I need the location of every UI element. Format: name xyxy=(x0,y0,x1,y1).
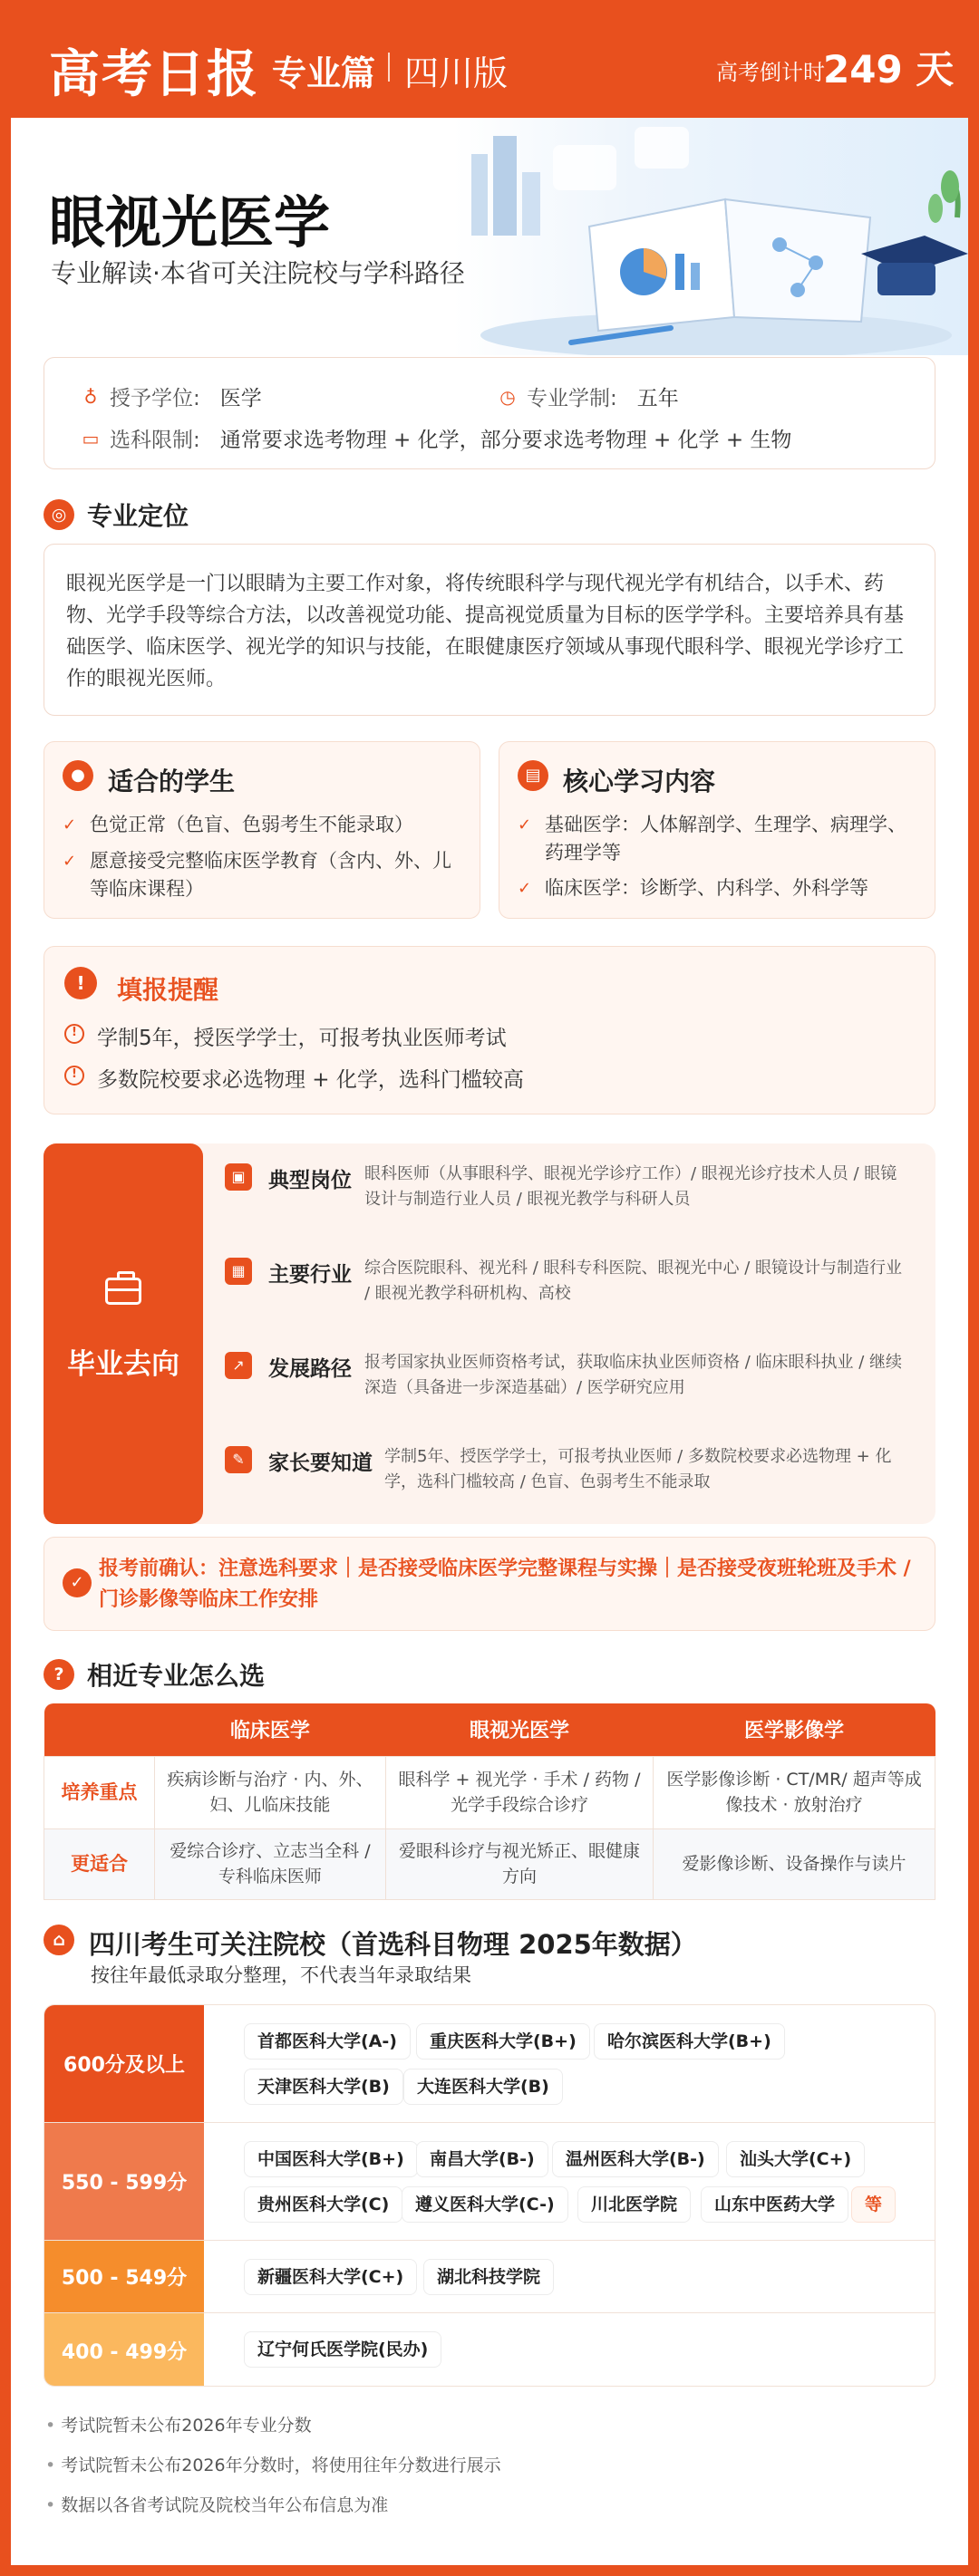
table-row xyxy=(44,1828,935,1899)
career-item-desc: 综合医院眼科、视光科 / 眼科专科医院、眼视光中心 / 眼镜设计与制造行业 / 眼视光教学科研机构、高校 xyxy=(364,1259,903,1303)
school-chip[interactable]: 贵州医科大学(C) xyxy=(244,2186,402,2223)
duration-label: 专业学制: xyxy=(527,387,617,410)
compare-header xyxy=(44,1656,265,1693)
footnote: • 数据以各省考试院及院校当年公布信息为准 xyxy=(45,2492,388,2516)
compare-corner xyxy=(44,1703,155,1756)
footnote: • 考试院暂未公布2026年分数时，将使用往年分数进行展示 xyxy=(45,2452,501,2476)
school-chip[interactable]: 温州医科大学(B-) xyxy=(552,2141,719,2177)
row-label: 培养重点 xyxy=(44,1756,155,1828)
book-illustration xyxy=(453,118,968,355)
schools-title: 四川考生可关注院校（首选科目物理 2025年数据） xyxy=(89,1929,697,1960)
footnote: • 考试院暂未公布2026年专业分数 xyxy=(45,2412,312,2436)
table-cell: 爱眼科诊疗与视光矫正、眼健康方向 xyxy=(385,1828,653,1899)
reminder-item: ! 学制5年，授医学学士，可报考执业医师考试 xyxy=(64,1021,507,1051)
compare-column: 眼视光医学 xyxy=(385,1703,653,1756)
compass-icon: ◎ xyxy=(44,499,74,530)
career-item-desc: 学制5年、授医学学士，可报考执业医师 / 多数院校要求必选物理 + 化学，选科门槛较高 / 色盲、色弱考生不能录取 xyxy=(384,1447,892,1491)
schools-subtitle: 按往年最低录取分整理，不代表当年录取结果 xyxy=(91,1964,471,1986)
suitable-title: 适合的学生 xyxy=(108,767,236,796)
building-icon: ▦ xyxy=(225,1258,252,1285)
home-icon: ⌂ xyxy=(44,1925,74,1955)
career-item-name: 主要行业 xyxy=(268,1263,352,1287)
header-divider xyxy=(388,53,390,82)
school-chip[interactable]: 山东中医药大学 xyxy=(701,2186,848,2223)
warning-icon: ! xyxy=(64,967,97,999)
school-chip[interactable]: 中国医科大学(B+) xyxy=(244,2141,418,2177)
subject-label: 选科限制: xyxy=(110,429,200,452)
header-title: 高考日报 xyxy=(49,45,259,104)
tier-row xyxy=(44,2313,935,2387)
reminder-card xyxy=(44,946,935,1114)
school-chip[interactable]: 天津医科大学(B) xyxy=(244,2069,403,2105)
degree-value: 医学 xyxy=(219,387,262,410)
table-cell: 眼科学 + 视光学 · 手术 / 药物 / 光学手段综合诊疗 xyxy=(385,1756,653,1828)
tier-row xyxy=(44,2241,935,2313)
school-chip[interactable]: 川北医学院 xyxy=(577,2186,691,2223)
confirm-text: 报考前确认：注意选科要求｜是否接受临床医学完整课程与实操｜是否接受夜班轮班及手术 / 门诊影像等临床工作安排 xyxy=(99,1558,911,1611)
school-chip[interactable]: 辽宁何氏医学院(民办) xyxy=(244,2331,441,2368)
question-icon: ? xyxy=(44,1659,74,1690)
header-version: 四川版 xyxy=(404,53,509,93)
school-chip[interactable]: 新疆医科大学(C+) xyxy=(244,2259,417,2295)
tier-label: 600分及以上 xyxy=(44,2005,204,2122)
tier-row xyxy=(44,2005,935,2123)
core-item: ✓ 临床医学：诊断学、内科学、外科学等 xyxy=(518,874,916,902)
positioning-card xyxy=(44,544,935,716)
row-label: 更适合 xyxy=(44,1828,155,1899)
school-chip[interactable]: 大连医科大学(B) xyxy=(403,2069,563,2105)
user-icon: ● xyxy=(63,760,93,791)
school-chip[interactable]: 汕头大学(C+) xyxy=(726,2141,865,2177)
table-cell: 爱影像诊断、设备操作与读片 xyxy=(654,1828,935,1899)
compare-column: 医学影像学 xyxy=(654,1703,935,1756)
school-chip[interactable]: 哈尔滨医科大学(B+) xyxy=(594,2023,785,2060)
school-chip[interactable]: 首都医科大学(A-) xyxy=(244,2023,411,2060)
school-chip[interactable]: 南昌大学(B-) xyxy=(416,2141,548,2177)
school-chip[interactable]: 重庆医科大学(B+) xyxy=(416,2023,590,2060)
positioning-header xyxy=(44,497,189,533)
tier-label: 500 - 549分 xyxy=(44,2241,204,2312)
tier-label: 550 - 599分 xyxy=(44,2123,204,2240)
career-sidebar xyxy=(44,1143,203,1524)
core-item: ✓ 基础医学：人体解剖学、生理学、病理学、药理学等 xyxy=(518,811,916,867)
compare-column: 临床医学 xyxy=(155,1703,386,1756)
hero-illustration xyxy=(453,118,968,355)
suitable-card xyxy=(44,741,480,919)
career-item-desc: 眼科医师（从事眼科学、眼视光学诊疗工作）/ 眼视光诊疗技术人员 / 眼镜设计与制造行业人员 / 眼视光教学与科研人员 xyxy=(364,1164,897,1209)
career-card xyxy=(44,1143,935,1524)
core-card xyxy=(499,741,935,919)
career-item-name: 典型岗位 xyxy=(268,1169,352,1192)
career-item-name: 家长要知道 xyxy=(268,1452,373,1475)
core-title: 核心学习内容 xyxy=(563,767,716,796)
positioning-text: 眼视光医学是一门以眼睛为主要工作对象，将传统眼科学与现代视光学有机结合，以手术、药物、光学手段等综合方法，以改善视觉功能、提高视觉质量为目标的医学学科。主要培养具有基础医学、临床医学、视光学的知识与技能，在眼健康医疗领域从事现代眼科学、眼视光学诊疗工作的眼视光医师。 xyxy=(66,573,905,690)
open-book-icon: ▤ xyxy=(518,760,548,791)
career-item-desc: 报考国家执业医师资格考试，获取临床执业医师资格 / 临床眼科执业 / 继续深造（具备进一步深造基础）/ 医学研究应用 xyxy=(364,1353,903,1397)
positioning-title: 专业定位 xyxy=(87,501,189,531)
major-subtitle: 专业解读·本省可关注院校与学科路径 xyxy=(51,258,465,288)
info-card xyxy=(44,357,935,469)
pin-icon: ✎ xyxy=(225,1446,252,1473)
clock-icon: ◷ xyxy=(499,385,516,408)
reminder-item: ! 多数院校要求必选物理 + 化学，选科门槛较高 xyxy=(64,1063,524,1093)
countdown-label: 高考倒计时 xyxy=(716,60,825,85)
table-row xyxy=(44,1756,935,1828)
duration-row xyxy=(498,381,679,411)
compare-table xyxy=(44,1703,935,1900)
countdown-value: 249 天 xyxy=(823,47,955,92)
school-chip[interactable]: 遵义医科大学(C-) xyxy=(402,2186,568,2223)
schools-frame xyxy=(44,2004,935,2387)
suitable-item: ✓ 愿意接受完整临床医学教育（含内、外、儿等临床课程） xyxy=(63,847,461,903)
trend-icon: ↗ xyxy=(225,1352,252,1379)
subject-row xyxy=(81,423,791,453)
schools-header xyxy=(44,1925,87,1955)
reminder-title: 填报提醒 xyxy=(117,975,219,1005)
school-chip[interactable]: 湖北科技学院 xyxy=(423,2259,554,2295)
award-icon: ♁ xyxy=(83,385,98,408)
confirm-card xyxy=(44,1537,935,1631)
book-icon: ▭ xyxy=(82,427,100,449)
compare-title: 相近专业怎么选 xyxy=(87,1661,266,1691)
table-cell: 医学影像诊断 · CT/MR/ 超声等成像技术 · 放射治疗 xyxy=(654,1756,935,1828)
tier-label: 400 - 499分 xyxy=(44,2313,204,2387)
career-item-name: 发展路径 xyxy=(268,1357,352,1381)
degree-row xyxy=(81,381,262,411)
subject-value: 通常要求选考物理 + 化学，部分要求选考物理 + 化学 + 生物 xyxy=(219,429,792,452)
table-cell: 疾病诊断与治疗 · 内、外、妇、儿临床技能 xyxy=(155,1756,386,1828)
header-subtitle: 专业篇 xyxy=(272,53,376,93)
check-icon: ✓ xyxy=(63,1568,92,1597)
duration-value: 五年 xyxy=(636,387,679,410)
degree-label: 授予学位: xyxy=(110,387,200,410)
suitable-item: ✓ 色觉正常（色盲、色弱考生不能录取） xyxy=(63,811,461,839)
id-card-icon: ▣ xyxy=(225,1163,252,1191)
briefcase-icon xyxy=(105,1278,141,1305)
table-cell: 爱综合诊疗、立志当全科 / 专科临床医师 xyxy=(155,1828,386,1899)
major-title: 眼视光医学 xyxy=(49,189,331,256)
career-label: 毕业去向 xyxy=(67,1348,179,1381)
more-chip[interactable]: 等 xyxy=(851,2186,896,2223)
tier-row xyxy=(44,2123,935,2241)
